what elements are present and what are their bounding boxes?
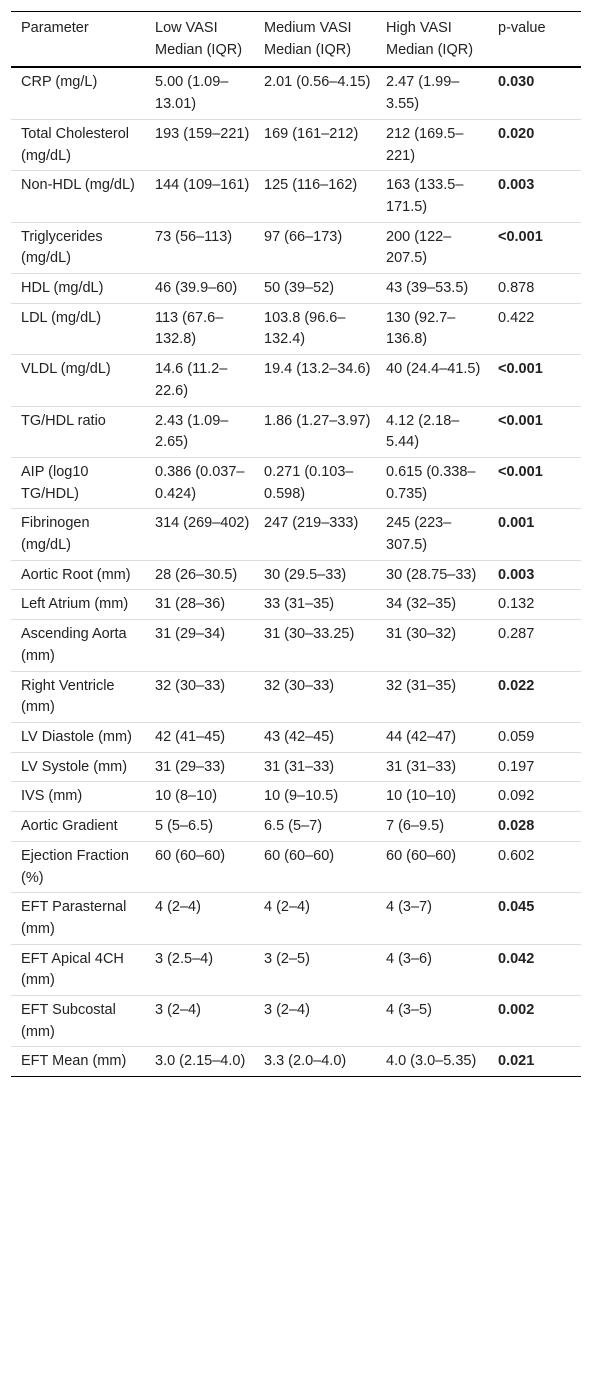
cell-high-vasi: 130 (92.7–136.8) — [386, 309, 456, 348]
cell-high-vasi: 32 (31–35) — [386, 677, 457, 694]
table-row — [11, 457, 581, 508]
table-row — [11, 406, 581, 457]
cell-parameter: HDL (mg/dL) — [21, 280, 104, 297]
cell-p-value: 0.042 — [498, 950, 535, 967]
cell-parameter: Right Ventricle (mm) — [21, 677, 115, 716]
table-row — [11, 671, 581, 722]
cell-medium-vasi: 169 (161–212) — [264, 125, 359, 142]
cell-low-vasi: 31 (29–34) — [155, 626, 226, 643]
cell-p-value: 0.287 — [498, 626, 535, 643]
cell-medium-vasi: 125 (116–162) — [264, 177, 358, 194]
cell-medium-vasi: 33 (31–35) — [264, 596, 335, 613]
table-row — [11, 171, 581, 222]
cell-high-vasi: 245 (223–307.5) — [386, 515, 452, 554]
cell-high-vasi: 30 (28.75–33) — [386, 566, 477, 583]
table-row — [11, 590, 581, 620]
cell-low-vasi: 28 (26–30.5) — [155, 566, 238, 583]
cell-low-vasi: 42 (41–45) — [155, 728, 226, 745]
cell-p-value: <0.001 — [498, 412, 543, 429]
cell-p-value: 0.003 — [498, 566, 535, 583]
cell-medium-vasi: 6.5 (5–7) — [264, 818, 323, 835]
table-row — [11, 222, 581, 273]
cell-p-value: 0.422 — [498, 309, 535, 326]
cell-medium-vasi: 1.86 (1.27–3.97) — [264, 412, 371, 429]
cell-low-vasi: 10 (8–10) — [155, 788, 218, 805]
table-row — [11, 67, 581, 119]
cell-parameter: Ascending Aorta (mm) — [21, 626, 127, 664]
header-medium-vasi: Medium VASI Median (IQR) — [264, 20, 352, 58]
header-parameter: Parameter — [21, 20, 89, 36]
cell-high-vasi: 163 (133.5–171.5) — [386, 177, 464, 215]
cell-parameter: LV Diastole (mm) — [21, 728, 132, 745]
table-row — [11, 841, 581, 892]
cell-p-value: 0.045 — [498, 899, 535, 916]
cell-low-vasi: 5.00 (1.09–13.01) — [155, 74, 229, 113]
table-row — [11, 119, 581, 170]
header-high-vasi: High VASI Median (IQR) — [386, 20, 474, 58]
table-row — [11, 893, 581, 944]
cell-p-value: 0.059 — [498, 728, 535, 745]
cell-high-vasi: 40 (24.4–41.5) — [386, 361, 481, 378]
cell-high-vasi: 200 (122–207.5) — [386, 228, 452, 267]
cell-medium-vasi: 19.4 (13.2–34.6) — [264, 361, 371, 378]
cell-p-value: 0.001 — [498, 515, 535, 532]
cell-low-vasi: 46 (39.9–60) — [155, 280, 238, 297]
cell-p-value: <0.001 — [498, 361, 543, 378]
cell-medium-vasi: 31 (30–33.25) — [264, 626, 355, 643]
table-row — [11, 509, 581, 560]
cell-high-vasi: 0.615 (0.338–0.735) — [386, 463, 476, 502]
cell-high-vasi: 4.0 (3.0–5.35) — [386, 1053, 477, 1070]
cell-low-vasi: 144 (109–161) — [155, 177, 250, 194]
cell-parameter: EFT Apical 4CH (mm) — [21, 950, 124, 989]
cell-medium-vasi: 3.3 (2.0–4.0) — [264, 1053, 347, 1070]
cell-low-vasi: 5 (5–6.5) — [155, 818, 214, 835]
cell-parameter: IVS (mm) — [21, 788, 83, 805]
cell-high-vasi: 4 (3–7) — [386, 899, 432, 916]
cell-parameter: Ejection Fraction (%) — [21, 847, 129, 886]
cell-low-vasi: 193 (159–221) — [155, 125, 250, 142]
cell-high-vasi: 4 (3–5) — [386, 1002, 432, 1019]
table-row — [11, 303, 581, 354]
cell-low-vasi: 113 (67.6–132.8) — [155, 309, 224, 348]
cell-parameter: AIP (log10 TG/HDL) — [21, 463, 89, 502]
cell-parameter: Aortic Gradient — [21, 818, 118, 835]
table-row — [11, 996, 581, 1047]
table-row — [11, 752, 581, 782]
cell-p-value: 0.020 — [498, 125, 535, 142]
cell-p-value: <0.001 — [498, 228, 543, 245]
cell-high-vasi: 4 (3–6) — [386, 950, 432, 967]
cell-p-value: 0.003 — [498, 177, 535, 194]
cell-medium-vasi: 247 (219–333) — [264, 515, 359, 532]
table-header — [11, 12, 581, 68]
header-p-value: p-value — [498, 20, 546, 36]
cell-parameter: TG/HDL ratio — [21, 412, 106, 429]
cell-medium-vasi: 97 (66–173) — [264, 228, 343, 245]
cell-high-vasi: 31 (31–33) — [386, 758, 457, 775]
cell-p-value: 0.002 — [498, 1002, 535, 1019]
cell-medium-vasi: 31 (31–33) — [264, 758, 335, 775]
table-row — [11, 274, 581, 304]
cell-p-value: <0.001 — [498, 463, 543, 480]
cell-p-value: 0.022 — [498, 677, 535, 694]
cell-parameter: VLDL (mg/dL) — [21, 361, 111, 378]
table-body — [11, 67, 581, 1076]
cell-low-vasi: 3 (2–4) — [155, 1002, 201, 1019]
header-row — [11, 12, 581, 68]
cell-low-vasi: 3.0 (2.15–4.0) — [155, 1053, 246, 1070]
cell-low-vasi: 314 (269–402) — [155, 515, 250, 532]
cell-low-vasi: 60 (60–60) — [155, 847, 226, 864]
cell-medium-vasi: 32 (30–33) — [264, 677, 335, 694]
results-table — [11, 11, 581, 1077]
cell-high-vasi: 44 (42–47) — [386, 728, 457, 745]
table-row — [11, 722, 581, 752]
cell-p-value: 0.030 — [498, 74, 535, 91]
cell-medium-vasi: 103.8 (96.6–132.4) — [264, 309, 346, 348]
cell-low-vasi: 0.386 (0.037–0.424) — [155, 463, 245, 502]
cell-p-value: 0.197 — [498, 758, 535, 775]
cell-medium-vasi: 50 (39–52) — [264, 280, 335, 297]
table-row — [11, 560, 581, 590]
cell-parameter: Triglycerides (mg/dL) — [21, 228, 103, 267]
cell-low-vasi: 31 (29–33) — [155, 758, 226, 775]
table-row — [11, 1047, 581, 1077]
cell-medium-vasi: 60 (60–60) — [264, 847, 335, 864]
cell-medium-vasi: 30 (29.5–33) — [264, 566, 347, 583]
cell-parameter: LDL (mg/dL) — [21, 309, 102, 326]
cell-parameter: CRP (mg/L) — [21, 74, 98, 91]
cell-medium-vasi: 4 (2–4) — [264, 899, 310, 916]
cell-parameter: Aortic Root (mm) — [21, 566, 131, 583]
cell-parameter: EFT Subcostal (mm) — [21, 1002, 116, 1040]
cell-p-value: 0.021 — [498, 1053, 535, 1070]
table-row — [11, 812, 581, 842]
cell-parameter: Non-HDL (mg/dL) — [21, 177, 135, 194]
cell-high-vasi: 212 (169.5–221) — [386, 125, 464, 164]
cell-high-vasi: 10 (10–10) — [386, 788, 457, 805]
header-low-vasi: Low VASI Median (IQR) — [155, 20, 243, 58]
table-row — [11, 355, 581, 406]
cell-parameter: LV Systole (mm) — [21, 758, 128, 775]
cell-high-vasi: 31 (30–32) — [386, 626, 457, 643]
cell-high-vasi: 7 (6–9.5) — [386, 818, 445, 835]
cell-low-vasi: 73 (56–113) — [155, 228, 233, 245]
cell-parameter: EFT Parasternal (mm) — [21, 899, 127, 937]
cell-low-vasi: 32 (30–33) — [155, 677, 226, 694]
cell-low-vasi: 2.43 (1.09–2.65) — [155, 412, 229, 451]
cell-medium-vasi: 0.271 (0.103–0.598) — [264, 463, 354, 502]
cell-low-vasi: 14.6 (11.2–22.6) — [155, 361, 228, 399]
cell-low-vasi: 4 (2–4) — [155, 899, 201, 916]
cell-p-value: 0.878 — [498, 280, 535, 297]
cell-medium-vasi: 3 (2–4) — [264, 1002, 310, 1019]
cell-parameter: Total Cholesterol (mg/dL) — [21, 125, 129, 164]
cell-low-vasi: 3 (2.5–4) — [155, 950, 214, 967]
cell-high-vasi: 43 (39–53.5) — [386, 280, 469, 297]
table-row — [11, 944, 581, 995]
cell-high-vasi: 34 (32–35) — [386, 596, 457, 613]
cell-medium-vasi: 3 (2–5) — [264, 950, 310, 967]
cell-p-value: 0.092 — [498, 788, 535, 805]
cell-high-vasi: 4.12 (2.18–5.44) — [386, 412, 460, 451]
cell-medium-vasi: 2.01 (0.56–4.15) — [264, 74, 371, 91]
cell-high-vasi: 2.47 (1.99–3.55) — [386, 74, 460, 113]
cell-p-value: 0.028 — [498, 818, 535, 835]
cell-p-value: 0.602 — [498, 847, 535, 864]
cell-medium-vasi: 10 (9–10.5) — [264, 788, 339, 805]
cell-high-vasi: 60 (60–60) — [386, 847, 457, 864]
cell-parameter: Fibrinogen (mg/dL) — [21, 515, 90, 554]
cell-parameter: EFT Mean (mm) — [21, 1053, 127, 1070]
cell-parameter: Left Atrium (mm) — [21, 596, 129, 613]
cell-low-vasi: 31 (28–36) — [155, 596, 226, 613]
table-row — [11, 620, 581, 671]
table-row — [11, 782, 581, 812]
cell-p-value: 0.132 — [498, 596, 535, 613]
cell-medium-vasi: 43 (42–45) — [264, 728, 335, 745]
